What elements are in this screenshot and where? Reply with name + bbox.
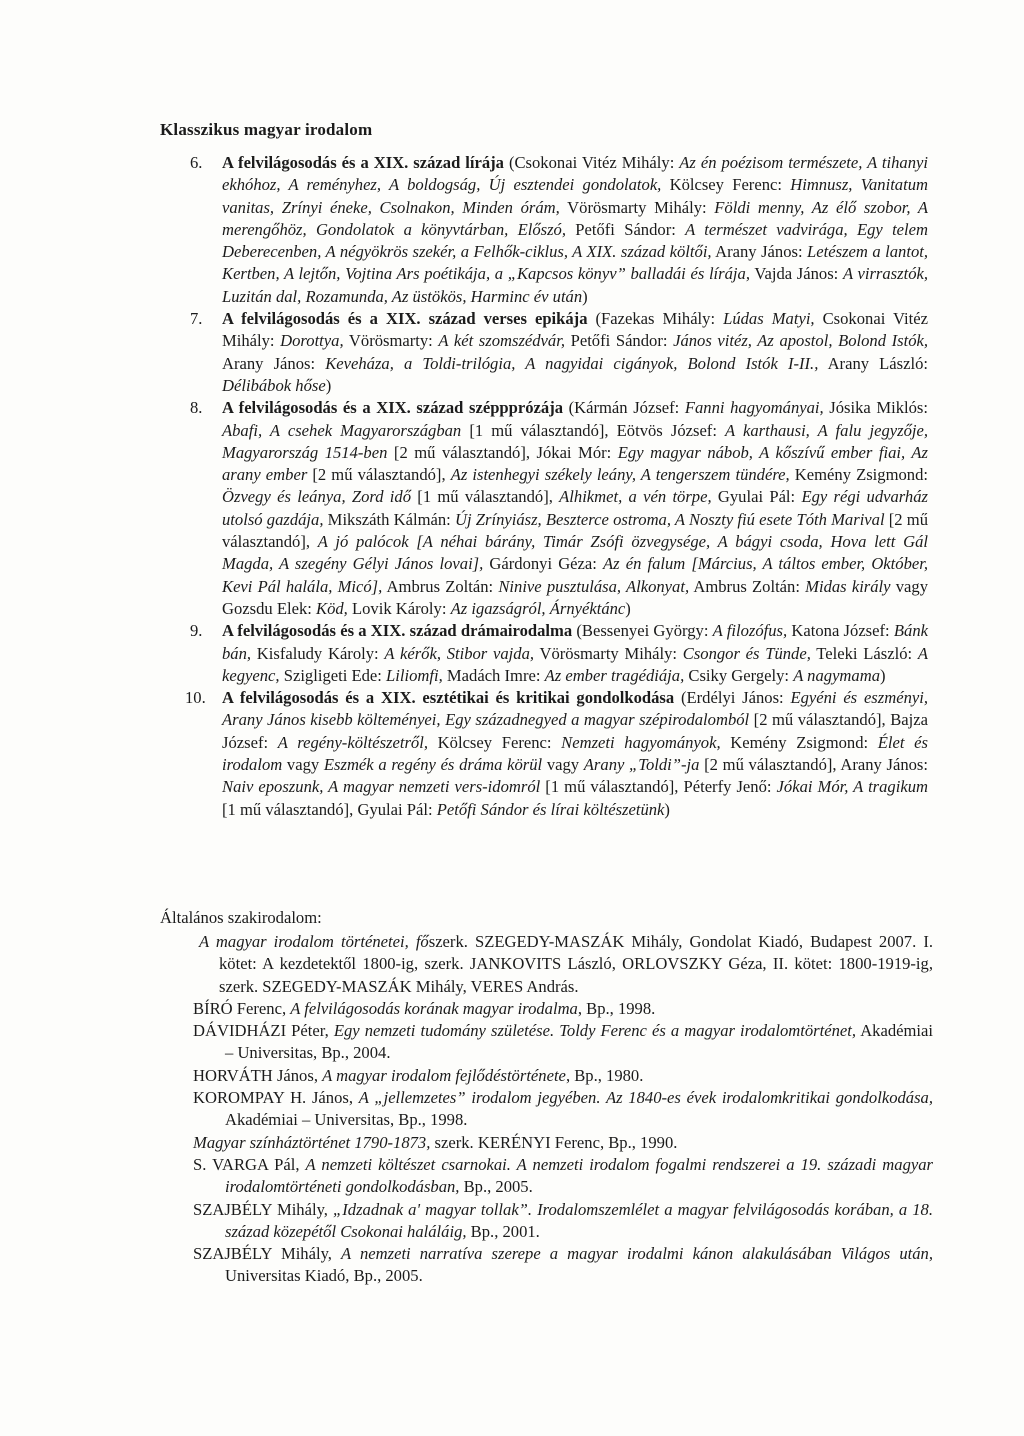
topic-item (190, 620, 928, 687)
references-list (193, 931, 933, 1288)
text-segment: Arany János: (222, 353, 326, 373)
text-segment: Köd, (316, 598, 348, 618)
text-segment: Letészem a lantot, Kertben, A lejtőn, Vojtina Ars poétikája, a „Kapcsos könyv” balladái és lírája, (222, 242, 928, 284)
topic-item (185, 687, 929, 821)
topic-number: 8. (190, 398, 203, 418)
text-segment: János vitéz, Az apostol, Bolond Istók, (673, 331, 929, 351)
text-segment: (Fazekas Mihály: (587, 309, 724, 329)
reference-entry (193, 931, 933, 998)
text-segment: Csokonai Vitéz Mihály: (222, 309, 928, 351)
text-segment: szerk. KERÉNYI Ferenc, Bp., 1990. (430, 1132, 678, 1152)
text-segment: Bp., 2001. (466, 1221, 540, 1241)
text-segment: [2 mű választandó], Jókai Mór: (387, 442, 618, 462)
text-segment: Akadémiai – Universitas, Bp., 1998. (225, 1110, 468, 1130)
topic-item (190, 397, 928, 620)
text-segment: Liliomfi, (386, 665, 443, 685)
text-segment: Kemény Zsigmond: (789, 465, 928, 485)
text-segment: , Bp., 1980. (565, 1065, 644, 1085)
reference-entry (193, 998, 933, 1020)
text-segment: Eszmék a regény és dráma körül (323, 755, 543, 775)
text-segment: ) (664, 799, 670, 819)
text-segment: Teleki László: (810, 643, 918, 663)
text-segment: Bánk bán, (222, 621, 928, 663)
text-segment: Ambrus Zoltán: (689, 576, 806, 596)
text-segment: Dorottya, (280, 331, 344, 351)
text-segment: Alhikmet, a vén törpe, (559, 487, 712, 507)
text-segment: Az én falum [Március, A táltos ember, Október, Kevi Pál halála, Micó], (222, 554, 928, 596)
text-segment: SZAJBÉLY Mihály, (193, 1244, 342, 1264)
text-segment: A filozófus, (712, 621, 788, 641)
text-segment: Az igazságról, Árnyéktánc (450, 598, 626, 618)
text-segment: , Bp., 1998. (577, 998, 656, 1018)
text-segment: [2 mű választandó], (307, 465, 451, 485)
reference-entry (193, 1199, 933, 1244)
text-segment: A felvilágosodás és a XIX. esztétikai és kritikai gondolkodása (222, 688, 675, 708)
text-segment: A felvilágosodás és a XIX. század drámairodalma (222, 621, 573, 641)
text-segment: A felvilágosodás és a XIX. század lírája (222, 153, 504, 172)
reference-entry (193, 1020, 933, 1065)
text-segment: Madách Imre: (442, 665, 545, 685)
text-segment: KOROMPAY H. János, (193, 1088, 359, 1108)
text-segment: Arany János: (711, 242, 808, 262)
text-segment: Csongor és Tünde, (682, 643, 811, 663)
text-segment: A jó palócok [A néhai bárány, Timár Zsófi özvegysége, A bágyi csoda, Hova lett Gál Magda, A szegény Gélyi János lovai], (222, 532, 928, 574)
text-segment: A felvilágosodás és a XIX. század széppprózája (222, 398, 564, 418)
text-segment: vagy (282, 755, 324, 775)
topic-number: 10. (185, 688, 206, 708)
topic-number: 9. (190, 621, 203, 641)
text-segment: Naiv eposzunk, A magyar nemzeti vers-idomról (222, 777, 541, 797)
text-segment: „Idzadnak a' magyar tollak”. Irodalomszemlélet a magyar felvilágosodás korában, a 18. század közepétől Csokonai haláláig, (225, 1199, 933, 1241)
text-segment: Jósika Miklós: (823, 398, 928, 418)
text-segment: A felvilágosodás és a XIX. század verses epikája (222, 309, 588, 329)
text-segment: szerk. SZEGEDY-MASZÁK Mihály, Gondolat Kiadó, Budapest 2007. I. kötet: A kezdetektől 1800-ig, szerk. JANKOVITS László, ORLOVSZKY Géza, II. kötet: 1800-1919-ig, szerk. SZEGEDY-MASZÁK Mihály, VERES András. (219, 932, 933, 996)
text-segment: Özvegy és leánya, Zord idő (222, 487, 412, 507)
text-segment: fő (415, 932, 429, 951)
text-segment: Az én poézisom természete, A tihanyi ekhóhoz, A reményhez, A boldogság, Új esztendei gondolatok, (222, 153, 929, 195)
text-segment: [1 mű választandó], Eötvös József: (461, 420, 726, 440)
text-segment: ) (582, 286, 588, 306)
text-segment: Gyulai Pál: (711, 487, 802, 507)
topic-number: 7. (190, 309, 203, 329)
text-segment: Arany László: (818, 353, 928, 373)
text-segment: Szigligeti Ede: (279, 665, 387, 685)
text-segment: Kölcsey Ferenc: (661, 175, 791, 195)
text-segment: Az ember tragédiája, (544, 665, 685, 685)
text-segment: Gárdonyi Géza: (483, 554, 603, 574)
text-segment: Lúdas Matyi, (723, 309, 815, 329)
text-segment: Arany „Toldi”-ja (583, 755, 700, 775)
text-segment: Katona József: (787, 621, 894, 641)
page-header: Klasszikus magyar irodalom (160, 120, 373, 139)
text-segment: A kegyenc, (222, 643, 928, 685)
text-segment (409, 932, 416, 951)
text-segment: Bp., 2005. (459, 1177, 533, 1197)
text-segment: A felvilágosodás korának magyar irodalma (290, 998, 578, 1018)
text-segment: Universitas Kiadó, Bp., 2005. (225, 1266, 423, 1286)
text-segment: Egy magyar nábob, A kőszívű ember fiai, Az arany ember (222, 442, 928, 485)
text-segment: S. VARGA Pál, (193, 1154, 306, 1174)
text-segment: Mikszáth Kálmán: (323, 509, 455, 529)
text-segment: Új Zrínyiász, Beszterce ostroma, A Noszty fiú esete Tóth Marival (454, 509, 885, 529)
text-segment: Fanni hagyományai, (684, 398, 824, 418)
text-segment: A nemzeti narratíva szerepe a magyar irodalmi kánon alakulásában Világos után, (341, 1244, 933, 1264)
text-segment: Petőfi Sándor: (565, 331, 674, 351)
text-segment: ) (625, 598, 631, 618)
topic-list (185, 152, 929, 821)
text-segment: A regény-költészetről, (277, 732, 428, 752)
reference-entry (193, 1243, 933, 1288)
text-segment: (Erdélyi János: (674, 688, 791, 708)
text-segment: Csiky Gergely: (684, 665, 794, 685)
text-segment: Abafi, A csehek Magyarországban (222, 420, 462, 440)
text-segment: Ninive pusztulása, Alkonyat, (498, 576, 690, 596)
text-segment: A két szomszédvár, (438, 331, 565, 351)
text-segment: Élet és irodalom (222, 732, 929, 775)
reference-entry (193, 1154, 933, 1199)
text-segment: Vörösmarty: (343, 331, 439, 351)
text-segment: Délibábok hőse (222, 375, 326, 395)
text-segment: Nemzeti hagyományok, (561, 732, 721, 752)
text-segment: Egy nemzeti tudomány születése. Toldy Ferenc és a magyar irodalomtörténet, (333, 1021, 857, 1041)
text-segment: Kemény Zsigmond: (720, 732, 878, 752)
text-segment: Az istenhegyi székely leány, A tengerszem tündére, (450, 465, 790, 485)
text-segment: A karthausi, A falu jegyzője, Magyarország 1514-ben (222, 420, 928, 462)
reference-entry (193, 1065, 933, 1087)
text-segment: vagy Gozsdu Elek: (222, 576, 928, 618)
text-segment: A magyar irodalom fejlődéstörténete (322, 1065, 566, 1085)
text-segment: Petőfi Sándor: (565, 219, 686, 239)
text-segment: BÍRÓ Ferenc, (193, 998, 291, 1018)
topic-item (190, 308, 928, 397)
reference-entry (193, 1132, 933, 1154)
text-segment: Petőfi Sándor és lírai költészetünk (436, 799, 665, 819)
text-segment: Vajda János: (749, 264, 843, 284)
topic-item (190, 152, 928, 308)
topic-number: 6. (190, 153, 203, 172)
text-segment: [1 mű választandó], (411, 487, 560, 507)
text-segment: [1 mű választandó], Péterfy Jenő: (540, 777, 777, 797)
text-segment: Jókai Mór, A tragikum (776, 777, 928, 797)
text-segment: Kölcsey Ferenc: (428, 732, 562, 752)
text-segment: (Kármán József: (563, 398, 685, 418)
text-segment: [2 mű választandó], Arany János: (699, 755, 928, 775)
text-segment: A nemzeti költészet csarnokai. A nemzeti irodalom fogalmi rendszerei a 19. századi magyar irodalomtörténeti gondolkodásban, (225, 1154, 933, 1197)
references-title: Általános szakirodalom: (160, 908, 322, 927)
text-segment: Egy régi udvarház utolsó gazdája, (222, 487, 928, 529)
text-segment: Akadémiai – Universitas, Bp., 2004. (225, 1021, 933, 1063)
text-segment: (Bessenyei György: (572, 621, 713, 641)
text-segment: Lovik Károly: (347, 598, 451, 618)
text-segment: Kisfaludy Károly: (251, 643, 385, 663)
reference-entry (193, 1087, 933, 1132)
text-segment: Vörösmarty Mihály: (559, 197, 715, 217)
text-segment: A kérők, Stibor vajda, (384, 643, 535, 663)
text-segment: A természet vadvirága, Egy telem Deberecenben, A négyökrös szekér, a Felhők-ciklus, A XIX. század költői, (222, 219, 929, 262)
text-segment: SZAJBÉLY Mihály, (193, 1199, 334, 1219)
text-segment: A virrasztók, Luzitán dal, Rozamunda, Az üstökös, Harminc év után (222, 264, 928, 306)
text-segment: Keveháza, a Toldi-trilógia, A nagyidai cigányok, Bolond Istók I-II., (325, 353, 819, 373)
text-segment: ) (880, 665, 886, 685)
text-segment: Magyar színháztörténet 1790-1873, (193, 1132, 431, 1152)
text-segment: [2 mű választandó], Bajza József: (222, 710, 928, 752)
text-segment: Himnusz, Vanitatum vanitas, Zrínyi éneke, Csolnakon, Minden órám, (222, 175, 928, 217)
text-segment: ) (325, 375, 332, 395)
text-segment: HORVÁTH János, (193, 1065, 323, 1085)
text-segment: Vörösmarty Mihály: (534, 643, 683, 663)
text-segment: vagy (542, 755, 584, 775)
text-segment: Ambrus Zoltán: (382, 576, 499, 596)
text-segment: Midas király (805, 576, 891, 596)
text-segment: A magyar irodalom történetei, (199, 932, 409, 951)
text-segment: DÁVIDHÁZI Péter, (193, 1021, 334, 1041)
text-segment: (Csokonai Vitéz Mihály: (503, 153, 680, 172)
text-segment: [1 mű választandó], Gyulai Pál: (222, 799, 437, 819)
text-segment: A „jellemzetes” irodalom jegyében. Az 1840-es évek irodalomkritikai gondolkodása, (358, 1088, 933, 1108)
text-segment: Egyéni és eszményi, Arany János kisebb költeményei, Egy századnegyed a magyar szépirodalomból (222, 688, 928, 730)
text-segment: A nagymama (793, 665, 880, 685)
text-segment: [2 mű választandó], (222, 509, 929, 552)
text-segment: Földi menny, Az élő szobor, A merengőhöz, Gondolatok a könyvtárban, Előszó, (222, 197, 928, 239)
